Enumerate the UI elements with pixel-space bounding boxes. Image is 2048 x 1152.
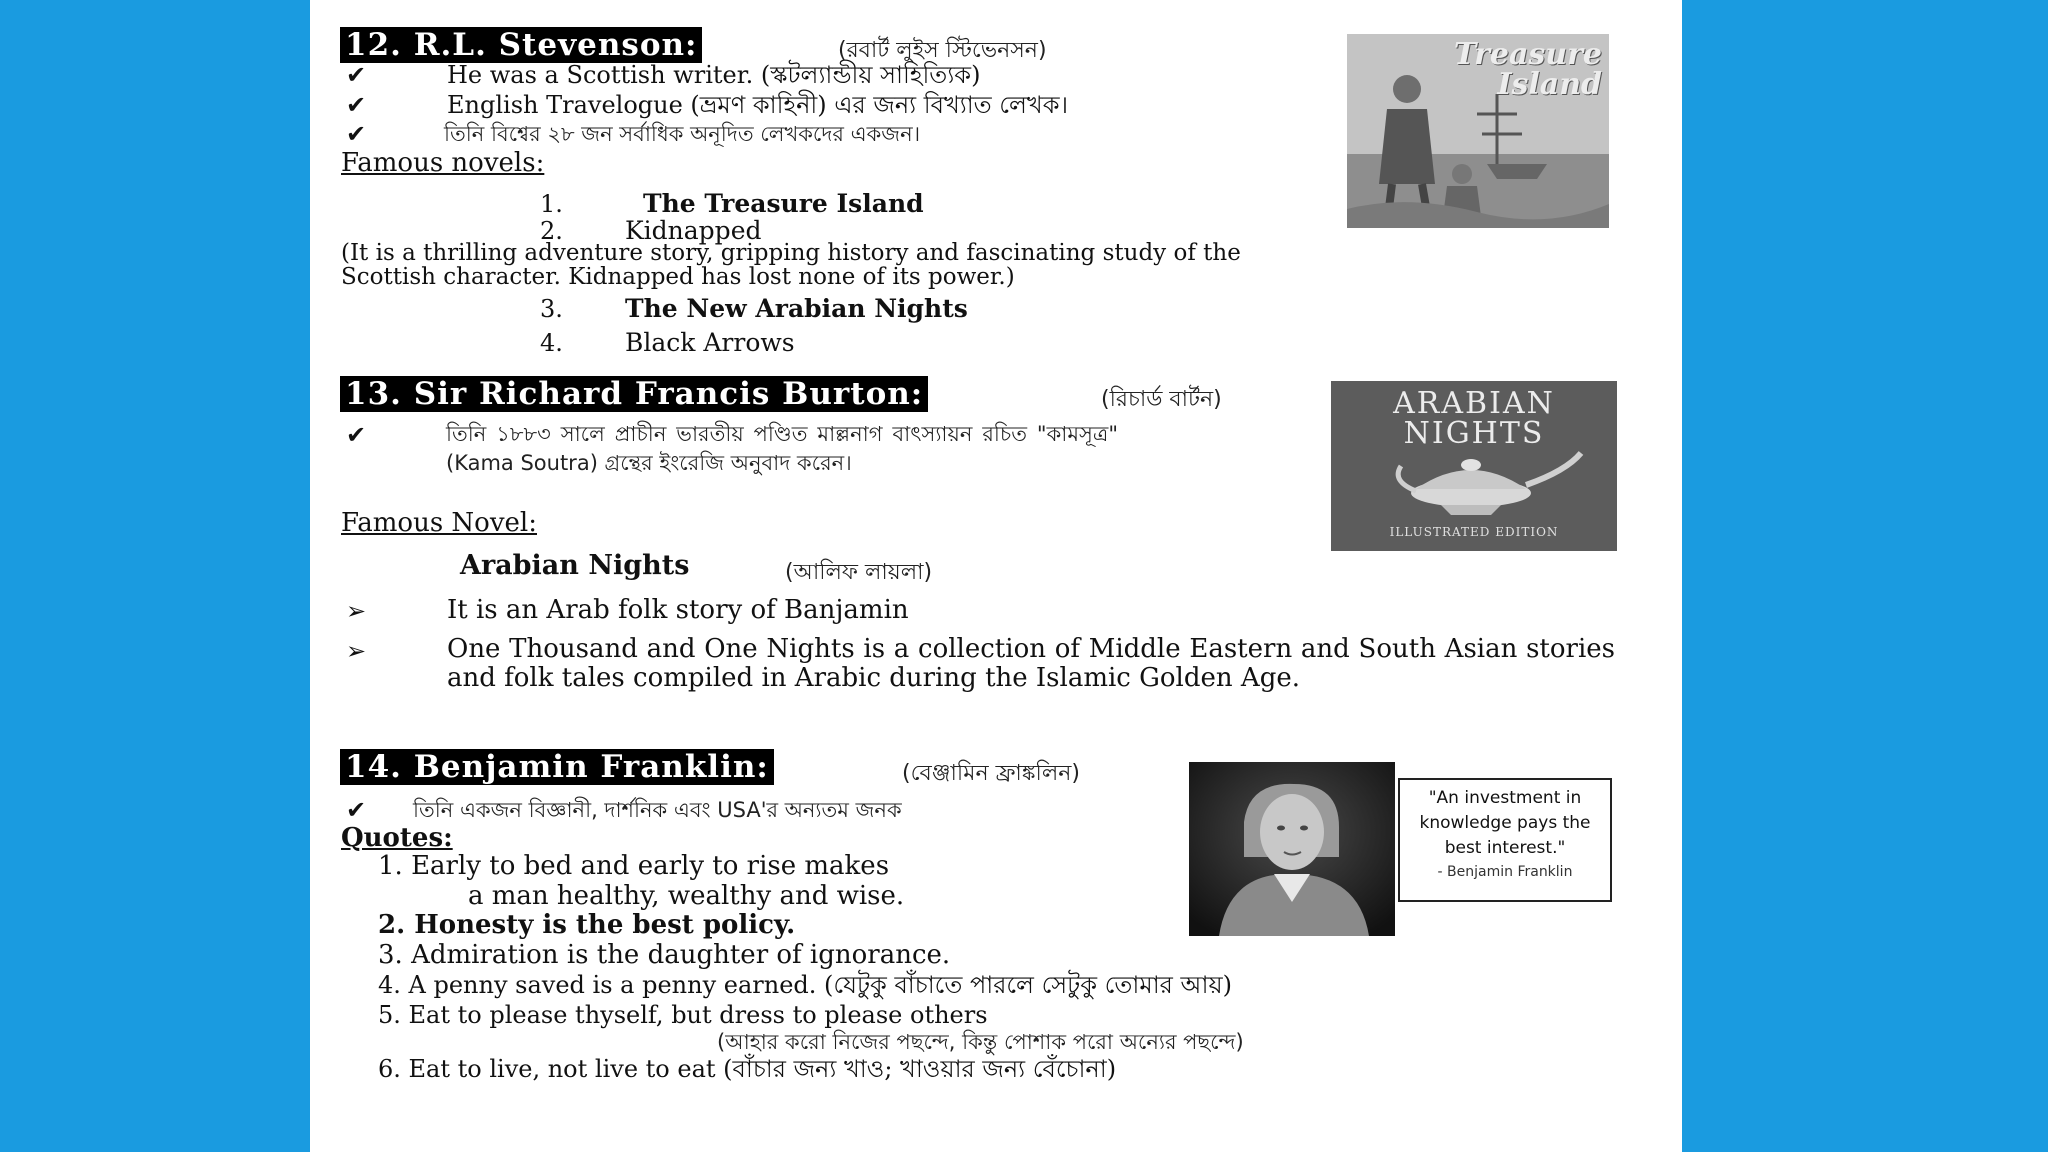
quote-item: 1. Early to bed and early to rise makes bbox=[378, 851, 890, 881]
cover-title: Treasure Island bbox=[1453, 37, 1602, 102]
novel-note: (It is a thrilling adventure story, gripping history and fascinating study of the bbox=[341, 240, 1241, 266]
burton-point: One Thousand and One Nights is a collection of Middle Eastern and South Asian stories and folk tales compiled in Arabic during the Islamic Golden Age. bbox=[447, 634, 1615, 693]
heading-burton-bn: (রিচার্ড বার্টন) bbox=[1101, 387, 1222, 412]
portrait-illustration bbox=[1189, 762, 1395, 936]
heading-franklin: 14. Benjamin Franklin: bbox=[340, 749, 774, 785]
quote-item: a man healthy, wealthy and wise. bbox=[468, 881, 905, 911]
heading-burton: 13. Sir Richard Francis Burton: bbox=[340, 376, 928, 412]
arabian-nights-cover bbox=[1331, 381, 1617, 551]
fact-text: তিনি বিশ্বের ২৮ জন সর্বাধিক অনূদিত লেখকদের একজন। bbox=[444, 122, 921, 146]
fact-text: English Travelogue (ভ্রমণ কাহিনী) এর জন্য বিখ্যাত লেখক। bbox=[447, 91, 1069, 119]
quote-box-author: - Benjamin Franklin bbox=[1437, 864, 1573, 880]
novel-number: 1. bbox=[540, 190, 563, 218]
novel-note: Scottish character. Kidnapped has lost none of its power.) bbox=[341, 264, 1015, 290]
check-icon: ✔ bbox=[346, 796, 367, 824]
check-icon: ✔ bbox=[346, 120, 367, 148]
fact-text: He was a Scottish writer. (স্কটল্যান্ডীয় সাহিত্যিক) bbox=[447, 61, 981, 89]
quote-box-text: "An investment in knowledge pays the best interest." bbox=[1419, 788, 1591, 858]
arabian-nights-title: Arabian Nights bbox=[460, 550, 690, 581]
cover-title-line1: ARABIAN bbox=[1393, 386, 1555, 421]
heading-stevenson: 12. R.L. Stevenson: bbox=[340, 27, 702, 63]
quote-item: 3. Admiration is the daughter of ignorance. bbox=[378, 940, 951, 970]
novel-title: Kidnapped bbox=[625, 216, 762, 245]
arrow-bullet-icon: ➢ bbox=[346, 637, 367, 665]
quote-item: 2. Honesty is the best policy. bbox=[378, 910, 796, 940]
novel-number: 4. bbox=[540, 329, 563, 357]
cover-title-line2: NIGHTS bbox=[1403, 416, 1545, 451]
burton-fact: তিনি ১৮৮৩ সালে প্রাচীন ভারতীয় পণ্ডিত মাল্লনাগ বাৎস্যায়ন রচিত "কামসূত্র" (Kama Soutra) গ্রন্থের ইংরেজি অনুবাদ করেন। bbox=[446, 422, 1118, 475]
famous-novels-label: Famous novels: bbox=[341, 148, 545, 178]
heading-franklin-bn: (বেঞ্জামিন ফ্রাঙ্কলিন) bbox=[902, 761, 1080, 786]
arrow-bullet-icon: ➢ bbox=[346, 597, 367, 625]
quote-item: 5. Eat to please thyself, but dress to please others bbox=[378, 1001, 988, 1029]
franklin-portrait bbox=[1189, 762, 1395, 936]
quote-item-bn: (আহার করো নিজের পছন্দে, কিন্তু পোশাক পরো অন্যের পছন্দে) bbox=[717, 1030, 1244, 1054]
novel-number: 3. bbox=[540, 295, 563, 323]
arabian-nights-bn: (আলিফ লায়লা) bbox=[785, 560, 933, 585]
check-icon: ✔ bbox=[346, 91, 367, 119]
quotes-label: Quotes: bbox=[341, 823, 453, 853]
novel-title: Black Arrows bbox=[625, 328, 795, 357]
famous-novel-label: Famous Novel: bbox=[341, 508, 537, 538]
novel-number: 2. bbox=[540, 217, 563, 245]
novel-title: The Treasure Island bbox=[643, 189, 924, 218]
heading-stevenson-bn: (রবার্ট লুইস স্টিভেনসন) bbox=[838, 38, 1047, 63]
novel-title: The New Arabian Nights bbox=[625, 294, 968, 323]
check-icon: ✔ bbox=[346, 61, 367, 89]
treasure-island-cover bbox=[1347, 34, 1609, 228]
document-page bbox=[310, 0, 1682, 1152]
cover-subtitle: ILLUSTRATED EDITION bbox=[1389, 525, 1559, 539]
franklin-quote-box bbox=[1398, 778, 1612, 902]
franklin-fact: তিনি একজন বিজ্ঞানী, দার্শনিক এবং USA'র অন্যতম জনক bbox=[413, 798, 902, 822]
check-icon: ✔ bbox=[346, 421, 367, 449]
quote-item: 4. A penny saved is a penny earned. (যেটুকু বাঁচাতে পারলে সেটুকু তোমার আয়) bbox=[378, 971, 1232, 999]
burton-point: It is an Arab folk story of Banjamin bbox=[447, 595, 909, 625]
quote-item: 6. Eat to live, not live to eat (বাঁচার জন্য খাও; খাওয়ার জন্য বেঁচোনা) bbox=[378, 1055, 1117, 1083]
